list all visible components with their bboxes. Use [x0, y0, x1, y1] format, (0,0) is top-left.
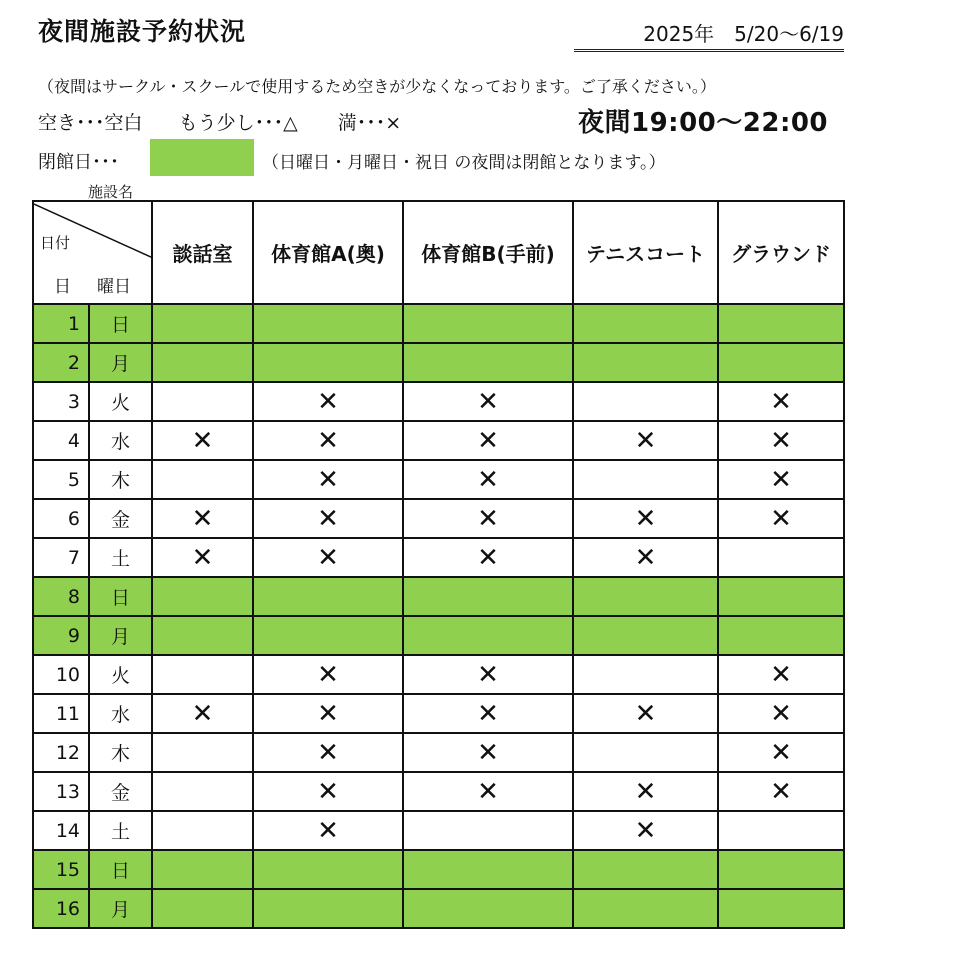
- weekday-cell: 月: [89, 343, 152, 382]
- availability-cell: [152, 889, 253, 928]
- table-row: [33, 499, 844, 538]
- availability-cell: [573, 616, 718, 655]
- availability-cell: ✕: [403, 538, 573, 577]
- weekday-cell: 木: [89, 460, 152, 499]
- weekday-label: 曜日: [97, 277, 131, 297]
- table-row: [33, 811, 844, 850]
- day-cell: 15: [33, 850, 89, 889]
- availability-cell: ✕: [573, 694, 718, 733]
- availability-cell: [573, 304, 718, 343]
- availability-cell: [403, 343, 573, 382]
- availability-cell: [253, 577, 403, 616]
- table-row: [33, 655, 844, 694]
- availability-cell: [152, 850, 253, 889]
- availability-cell: [152, 655, 253, 694]
- availability-cell: [718, 811, 844, 850]
- availability-cell: ✕: [253, 772, 403, 811]
- weekday-cell: 金: [89, 499, 152, 538]
- table-row: [33, 577, 844, 616]
- availability-cell: ✕: [573, 538, 718, 577]
- availability-cell: [718, 304, 844, 343]
- table-row: [33, 538, 844, 577]
- availability-cell: [152, 616, 253, 655]
- weekday-cell: 水: [89, 694, 152, 733]
- availability-cell: ✕: [253, 499, 403, 538]
- page-title: 夜間施設予約状況: [38, 17, 247, 46]
- availability-cell: [573, 850, 718, 889]
- availability-cell: [403, 850, 573, 889]
- day-cell: 5: [33, 460, 89, 499]
- availability-cell: [253, 850, 403, 889]
- facility-header: テニスコート: [573, 201, 718, 304]
- availability-cell: [253, 343, 403, 382]
- availability-cell: [152, 343, 253, 382]
- availability-cell: ✕: [152, 421, 253, 460]
- weekday-cell: 土: [89, 538, 152, 577]
- facility-caption: 施設名: [88, 183, 134, 201]
- availability-cell: ✕: [253, 421, 403, 460]
- availability-cell: [152, 460, 253, 499]
- availability-cell: ✕: [253, 382, 403, 421]
- availability-cell: [253, 616, 403, 655]
- availability-cell: [403, 616, 573, 655]
- day-cell: 7: [33, 538, 89, 577]
- availability-cell: [573, 889, 718, 928]
- facility-header: 談話室: [152, 201, 253, 304]
- corner-header: [33, 201, 152, 304]
- availability-cell: ✕: [718, 460, 844, 499]
- availability-cell: [573, 343, 718, 382]
- weekday-cell: 月: [89, 616, 152, 655]
- availability-cell: [253, 889, 403, 928]
- availability-cell: ✕: [403, 655, 573, 694]
- day-cell: 2: [33, 343, 89, 382]
- availability-cell: [152, 577, 253, 616]
- table-row: [33, 850, 844, 889]
- legend-full: 満･･･×: [337, 112, 402, 134]
- closed-day-note: （日曜日・月曜日・祝日 の夜間は閉館となります。）: [262, 153, 666, 173]
- availability-cell: ✕: [403, 733, 573, 772]
- availability-cell: ✕: [403, 694, 573, 733]
- availability-cell: [718, 850, 844, 889]
- facility-header: グラウンド: [718, 201, 844, 304]
- availability-cell: [152, 733, 253, 772]
- table-row: [33, 343, 844, 382]
- weekday-cell: 日: [89, 577, 152, 616]
- day-label: 日: [54, 277, 71, 297]
- availability-cell: ✕: [152, 499, 253, 538]
- table-row: [33, 694, 844, 733]
- availability-cell: ✕: [718, 772, 844, 811]
- table-row: [33, 421, 844, 460]
- availability-cell: ✕: [403, 460, 573, 499]
- availability-cell: ✕: [718, 382, 844, 421]
- availability-cell: ✕: [253, 460, 403, 499]
- date-label: 日付: [40, 234, 71, 252]
- availability-cell: [403, 811, 573, 850]
- day-cell: 14: [33, 811, 89, 850]
- availability-cell: [152, 772, 253, 811]
- availability-cell: ✕: [253, 538, 403, 577]
- period-range: 2025年 5/20～6/19: [574, 18, 844, 52]
- closed-day-label: 閉館日･･･: [38, 152, 119, 173]
- weekday-cell: 金: [89, 772, 152, 811]
- facility-header: 体育館B(手前): [403, 201, 573, 304]
- availability-cell: ✕: [718, 694, 844, 733]
- availability-cell: [403, 304, 573, 343]
- availability-cell: ✕: [573, 421, 718, 460]
- day-cell: 4: [33, 421, 89, 460]
- weekday-cell: 火: [89, 655, 152, 694]
- availability-cell: [573, 733, 718, 772]
- availability-cell: ✕: [718, 733, 844, 772]
- table-row: [33, 304, 844, 343]
- day-cell: 3: [33, 382, 89, 421]
- facility-header: 体育館A(奥): [253, 201, 403, 304]
- availability-cell: ✕: [403, 772, 573, 811]
- availability-cell: ✕: [718, 421, 844, 460]
- availability-cell: [718, 577, 844, 616]
- availability-cell: ✕: [253, 811, 403, 850]
- table-row: [33, 772, 844, 811]
- legend-few: もう少し･･･△: [178, 112, 298, 134]
- availability-cell: ✕: [718, 499, 844, 538]
- availability-cell: [718, 343, 844, 382]
- weekday-cell: 日: [89, 850, 152, 889]
- day-cell: 10: [33, 655, 89, 694]
- availability-cell: ✕: [152, 538, 253, 577]
- weekday-cell: 火: [89, 382, 152, 421]
- availability-cell: [573, 577, 718, 616]
- weekday-cell: 土: [89, 811, 152, 850]
- availability-cell: ✕: [403, 499, 573, 538]
- legend-empty: 空き･･･空白: [38, 112, 143, 134]
- weekday-cell: 月: [89, 889, 152, 928]
- legend: [38, 108, 401, 135]
- day-cell: 13: [33, 772, 89, 811]
- day-cell: 6: [33, 499, 89, 538]
- availability-cell: [152, 382, 253, 421]
- closed-day-swatch: [150, 139, 254, 176]
- day-cell: 9: [33, 616, 89, 655]
- availability-cell: ✕: [253, 655, 403, 694]
- table-row: [33, 382, 844, 421]
- availability-cell: [152, 811, 253, 850]
- day-cell: 8: [33, 577, 89, 616]
- header-row: [33, 201, 844, 304]
- availability-cell: ✕: [152, 694, 253, 733]
- availability-cell: [573, 382, 718, 421]
- availability-cell: [253, 304, 403, 343]
- availability-cell: ✕: [403, 421, 573, 460]
- availability-cell: [152, 304, 253, 343]
- weekday-cell: 木: [89, 733, 152, 772]
- availability-cell: ✕: [573, 811, 718, 850]
- weekday-cell: 水: [89, 421, 152, 460]
- availability-cell: [573, 460, 718, 499]
- table-row: [33, 616, 844, 655]
- availability-cell: ✕: [718, 655, 844, 694]
- availability-cell: ✕: [403, 382, 573, 421]
- weekday-cell: 日: [89, 304, 152, 343]
- usage-note: （夜間はサークル・スクールで使用するため空きが少なくなっております。ご了承ください。）: [38, 77, 716, 96]
- availability-cell: ✕: [253, 733, 403, 772]
- table-row: [33, 733, 844, 772]
- availability-cell: [403, 889, 573, 928]
- availability-cell: [718, 538, 844, 577]
- table-row: [33, 889, 844, 928]
- day-cell: 16: [33, 889, 89, 928]
- day-cell: 1: [33, 304, 89, 343]
- availability-cell: [573, 655, 718, 694]
- availability-cell: [718, 889, 844, 928]
- availability-cell: ✕: [253, 694, 403, 733]
- day-cell: 12: [33, 733, 89, 772]
- availability-cell: ✕: [573, 772, 718, 811]
- availability-cell: [403, 577, 573, 616]
- availability-cell: [718, 616, 844, 655]
- reservation-table: [32, 200, 845, 929]
- table-row: [33, 460, 844, 499]
- availability-cell: ✕: [573, 499, 718, 538]
- night-hours: 夜間19:00～22:00: [578, 108, 829, 138]
- day-cell: 11: [33, 694, 89, 733]
